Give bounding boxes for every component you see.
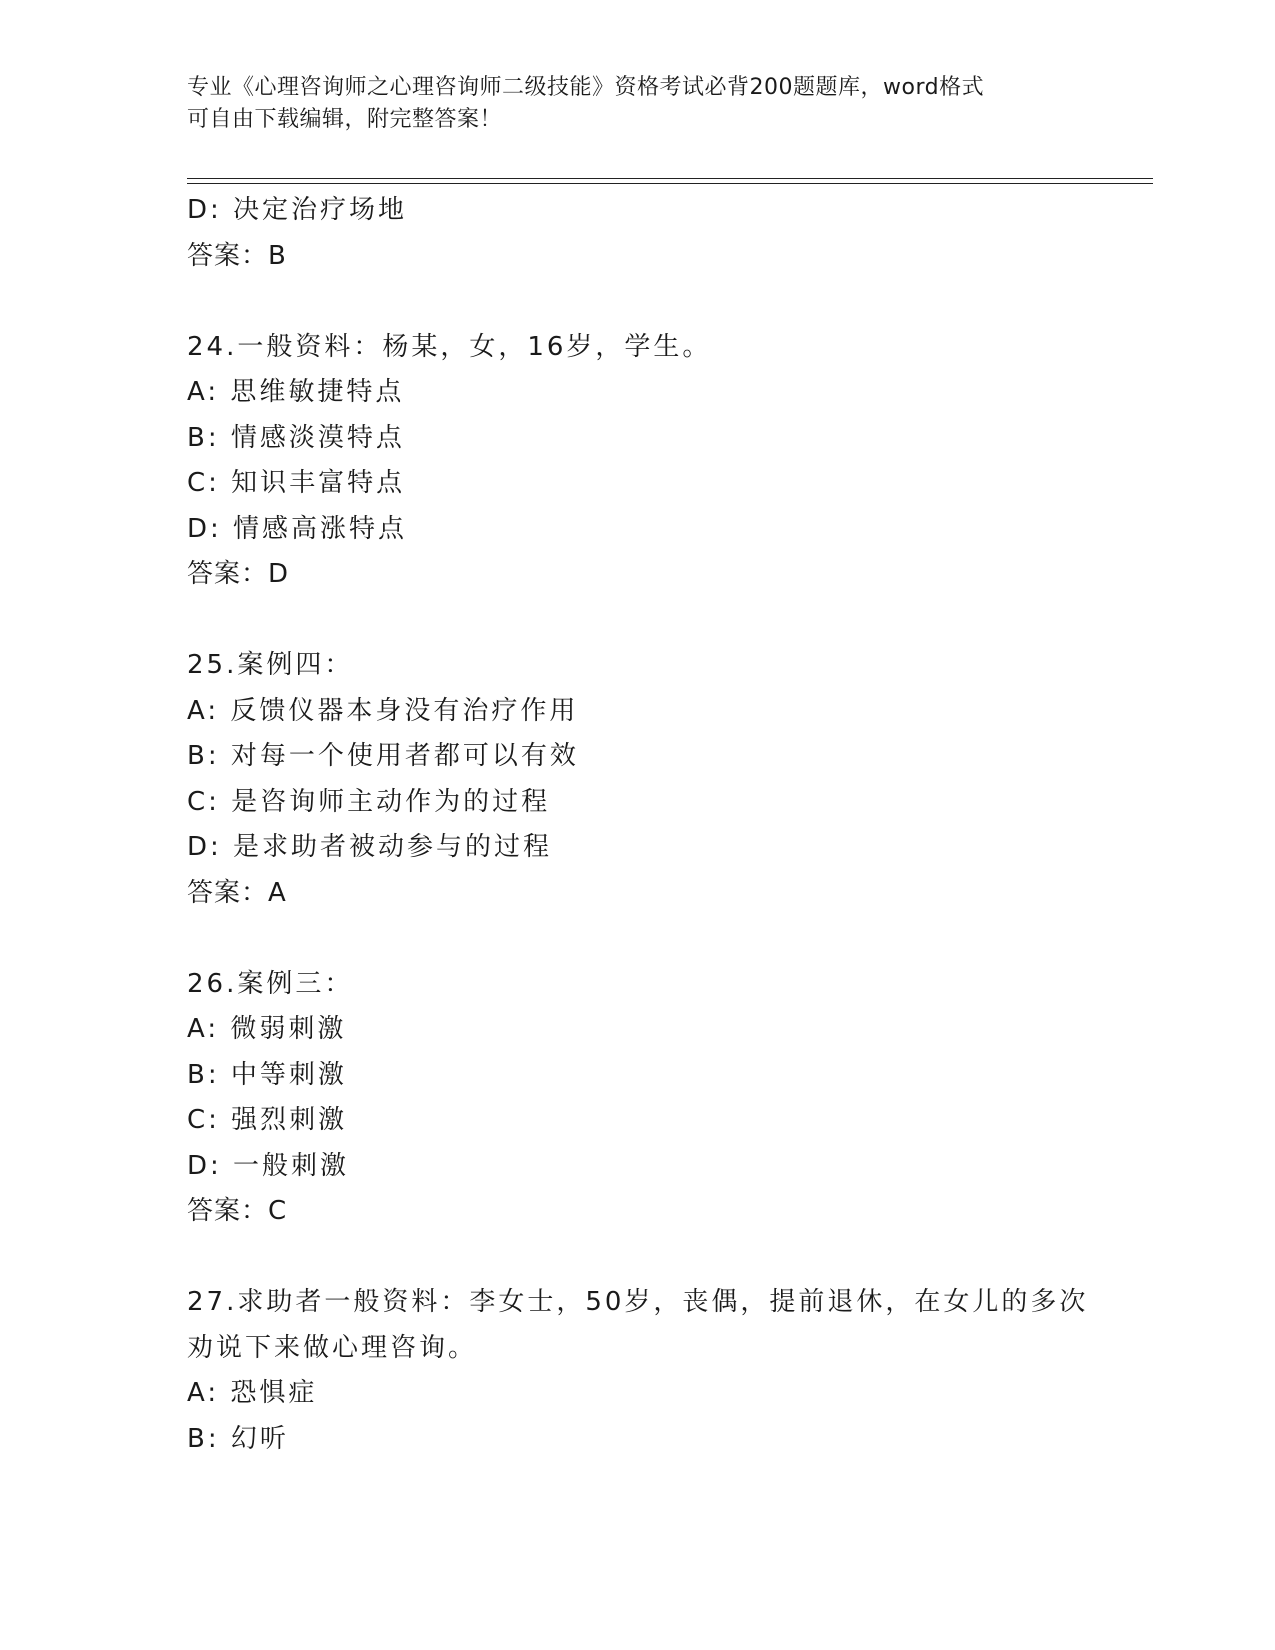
option-d: D: 情感高涨特点 [187,513,408,544]
question-text-continued: 劝说下来做心理咨询。 [187,1332,478,1363]
header-divider-bottom [187,183,1153,184]
carryover-answer: 答案：B [187,240,287,271]
carryover-option-d: D: 决定治疗场地 [187,195,408,225]
option-b: B: 情感淡漠特点 [187,422,405,453]
option-a: A: 微弱刺激 [187,1014,347,1044]
answer: 答案：D [187,559,290,589]
question-26 [187,962,1107,1235]
option-c: C: 是咨询师主动作为的过程 [187,786,551,817]
answer: 答案：A [187,877,287,908]
spacer [187,279,1107,325]
option-b: B: 中等刺激 [187,1059,347,1090]
option-d: D: 一般刺激 [187,1150,350,1181]
answer: 答案：C [187,1196,288,1226]
option-c: C: 强烈刺激 [187,1105,348,1135]
question-24 [187,325,1107,598]
header-divider-top [187,178,1153,179]
option-b: B: 幻听 [187,1423,289,1454]
question-text: 25.案例四： [187,650,354,680]
question-text: 24.一般资料：杨某，女，16岁，学生。 [187,331,712,362]
question-text: 27.求助者一般资料：李女士，50岁，丧偶，提前退休，在女儿的多次 [187,1287,1089,1317]
option-b: B: 对每一个使用者都可以有效 [187,741,579,771]
option-c: C: 知识丰富特点 [187,468,406,498]
question-27 [187,1280,1107,1462]
option-a: A: 反馈仪器本身没有治疗作用 [187,695,579,726]
question-list [187,188,1107,1462]
spacer [187,1235,1107,1281]
document-header [187,72,1087,136]
option-a: A: 恐惧症 [187,1378,318,1408]
question-25 [187,643,1107,916]
header-line-1: 专业《心理咨询师之心理咨询师二级技能》资格考试必背200题题库，word格式 [187,75,985,100]
spacer [187,916,1107,962]
header-line-2: 可自由下载编辑，附完整答案！ [187,107,503,132]
question-text: 26.案例三： [187,968,354,999]
option-a: A: 思维敏捷特点 [187,377,405,407]
spacer [187,598,1107,644]
option-d: D: 是求助者被动参与的过程 [187,832,553,862]
